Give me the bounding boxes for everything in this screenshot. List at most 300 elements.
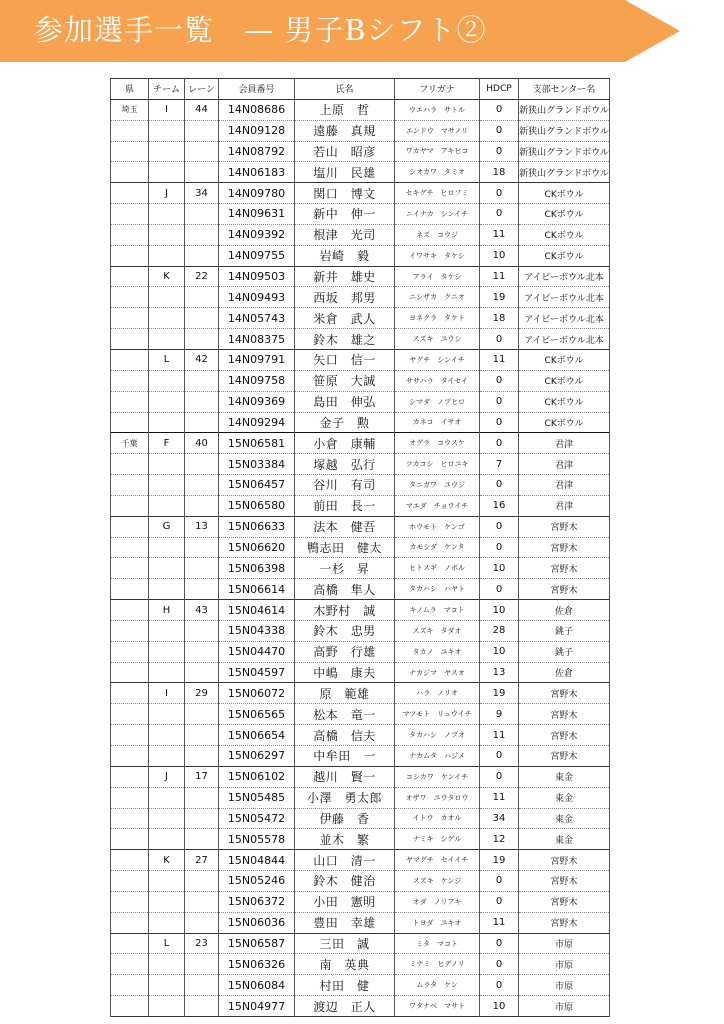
pref-cell [111,704,149,725]
header-pref: 県 [111,79,149,100]
pref-cell [111,454,149,475]
member-id-cell: 14N09758 [219,370,295,391]
pref-cell [111,537,149,558]
center-cell: CKボウル [519,183,610,204]
kana-cell: ワタナベ マサト [395,996,480,1017]
kana-cell: スズキ ユウシ [395,329,480,350]
lane-cell [185,495,219,516]
member-id-cell: 14N09128 [219,120,295,141]
lane-cell [185,287,219,308]
name-cell: 高橋 隼人 [295,579,395,600]
table-row [111,370,610,391]
member-id-cell: 15N06372 [219,891,295,912]
pref-cell: 埼玉 [111,99,149,120]
member-id-cell: 15N06297 [219,746,295,767]
table-row [111,975,610,996]
name-cell: 原 範雄 [295,683,395,704]
team-cell [149,558,185,579]
kana-cell: ヤグチ シンイチ [395,349,480,370]
name-cell: 鈴木 忠男 [295,620,395,641]
name-cell: 三田 誠 [295,933,395,954]
team-cell [149,537,185,558]
hdcp-cell: 0 [480,391,519,412]
pref-cell [111,600,149,621]
member-id-cell: 15N05485 [219,787,295,808]
center-cell: 銚子 [519,620,610,641]
team-cell [149,308,185,329]
table-row [111,704,610,725]
kana-cell: タカノ ユキオ [395,641,480,662]
member-id-cell: 15N06102 [219,766,295,787]
center-cell: CKボウル [519,349,610,370]
member-id-cell: 15N05246 [219,871,295,892]
team-cell: I [149,99,185,120]
center-cell: 宮野木 [519,725,610,746]
lane-cell [185,787,219,808]
team-cell: L [149,349,185,370]
name-cell: 根津 光司 [295,224,395,245]
name-cell: 金子 勲 [295,412,395,433]
name-cell: 越川 賢一 [295,766,395,787]
hdcp-cell: 0 [480,141,519,162]
kana-cell: カネコ イサオ [395,412,480,433]
kana-cell: イワサキ タケシ [395,245,480,266]
name-cell: 鈴木 雄之 [295,329,395,350]
table-row [111,620,610,641]
hdcp-cell: 10 [480,600,519,621]
kana-cell: トヨダ ユキオ [395,912,480,933]
hdcp-cell: 19 [480,850,519,871]
name-cell: 新井 雄史 [295,266,395,287]
team-cell [149,808,185,829]
kana-cell: スズキ タダオ [395,620,480,641]
lane-cell [185,120,219,141]
name-cell: 小田 憲明 [295,891,395,912]
member-id-cell: 14N09369 [219,391,295,412]
table-row [111,162,610,183]
member-id-cell: 14N09503 [219,266,295,287]
hdcp-cell: 11 [480,224,519,245]
name-cell: 前田 長一 [295,495,395,516]
pref-cell [111,912,149,933]
team-cell: J [149,183,185,204]
kana-cell: イトウ カオル [395,808,480,829]
name-cell: 渡辺 正人 [295,996,395,1017]
center-cell: 市原 [519,933,610,954]
center-cell: 君津 [519,495,610,516]
kana-cell: ウエハラ サトル [395,99,480,120]
hdcp-cell: 10 [480,558,519,579]
team-cell [149,454,185,475]
table-row [111,871,610,892]
member-id-cell: 15N04614 [219,600,295,621]
pref-cell [111,245,149,266]
name-cell: 伊藤 香 [295,808,395,829]
pref-cell [111,641,149,662]
table-row [111,641,610,662]
lane-cell [185,141,219,162]
name-cell: 米倉 武人 [295,308,395,329]
member-id-cell: 15N06587 [219,933,295,954]
center-cell: 君津 [519,433,610,454]
pref-cell [111,287,149,308]
center-cell: 市原 [519,996,610,1017]
header-lane: レーン [185,79,219,100]
table-row [111,349,610,370]
header-member-id: 会員番号 [219,79,295,100]
kana-cell: ヨネクラ タケト [395,308,480,329]
team-cell [149,287,185,308]
table-row [111,99,610,120]
kana-cell: ヒトスギ ノボル [395,558,480,579]
kana-cell: セキグチ ヒロフミ [395,183,480,204]
header-name: 氏名 [295,79,395,100]
name-cell: 島田 伸弘 [295,391,395,412]
pref-cell [111,766,149,787]
pref-cell [111,141,149,162]
member-id-cell: 15N06633 [219,516,295,537]
team-cell: I [149,683,185,704]
pref-cell [111,370,149,391]
center-cell: 市原 [519,975,610,996]
name-cell: 南 英典 [295,954,395,975]
center-cell: 東金 [519,787,610,808]
center-cell: CKボウル [519,370,610,391]
team-cell [149,871,185,892]
table-row [111,725,610,746]
team-cell: G [149,516,185,537]
member-id-cell: 14N06183 [219,162,295,183]
member-id-cell: 14N09755 [219,245,295,266]
name-cell: 谷川 有司 [295,475,395,496]
pref-cell [111,996,149,1017]
table-row [111,329,610,350]
hdcp-cell: 10 [480,641,519,662]
pref-cell [111,850,149,871]
name-cell: 鈴木 健治 [295,871,395,892]
hdcp-cell: 0 [480,579,519,600]
team-cell: L [149,933,185,954]
member-id-cell: 15N06654 [219,725,295,746]
hdcp-cell: 0 [480,370,519,391]
kana-cell: ナカムタ ハジメ [395,746,480,767]
hdcp-cell: 10 [480,996,519,1017]
name-cell: 豊田 幸雄 [295,912,395,933]
table-row [111,224,610,245]
lane-cell [185,224,219,245]
kana-cell: ムラタ ケン [395,975,480,996]
hdcp-cell: 9 [480,704,519,725]
pref-cell [111,829,149,850]
kana-cell: ナミキ シゲル [395,829,480,850]
pref-cell [111,224,149,245]
center-cell: 君津 [519,454,610,475]
table-row [111,412,610,433]
table-row [111,579,610,600]
pref-cell [111,120,149,141]
member-id-cell: 15N06565 [219,704,295,725]
pref-cell [111,662,149,683]
name-cell: 木野村 誠 [295,600,395,621]
hdcp-cell: 11 [480,266,519,287]
table-row [111,808,610,829]
center-cell: 宮野木 [519,516,610,537]
lane-cell: 42 [185,349,219,370]
hdcp-cell: 18 [480,308,519,329]
member-id-cell: 15N06614 [219,579,295,600]
hdcp-cell: 0 [480,933,519,954]
pref-cell [111,308,149,329]
team-cell [149,329,185,350]
kana-cell: スズキ ケンジ [395,871,480,892]
team-cell [149,475,185,496]
lane-cell [185,245,219,266]
lane-cell: 13 [185,516,219,537]
hdcp-cell: 0 [480,204,519,225]
lane-cell [185,558,219,579]
kana-cell: タニガワ ユウジ [395,475,480,496]
lane-cell [185,620,219,641]
table-row [111,850,610,871]
center-cell: 佐倉 [519,662,610,683]
center-cell: 宮野木 [519,558,610,579]
hdcp-cell: 0 [480,183,519,204]
kana-cell: マエダ チョウイチ [395,495,480,516]
name-cell: 法本 健吾 [295,516,395,537]
name-cell: 塩川 民雄 [295,162,395,183]
team-cell: K [149,850,185,871]
table-row [111,766,610,787]
lane-cell [185,829,219,850]
lane-cell [185,537,219,558]
lane-cell: 44 [185,99,219,120]
team-cell [149,245,185,266]
center-cell: 東金 [519,766,610,787]
kana-cell: オグラ コウスケ [395,433,480,454]
hdcp-cell: 0 [480,433,519,454]
name-cell: 小澤 勇太郎 [295,787,395,808]
participant-table [110,78,610,1017]
pref-cell [111,183,149,204]
member-id-cell: 15N04597 [219,662,295,683]
pref-cell [111,954,149,975]
pref-cell [111,412,149,433]
pref-cell [111,495,149,516]
table-row [111,308,610,329]
team-cell [149,746,185,767]
name-cell: 一杉 昇 [295,558,395,579]
member-id-cell: 15N05578 [219,829,295,850]
page-title: 参加選手一覧 — 男子Bシフト② [34,13,487,47]
member-id-cell: 14N09294 [219,412,295,433]
center-cell: 君津 [519,475,610,496]
pref-cell [111,579,149,600]
team-cell [149,829,185,850]
center-cell: 市原 [519,954,610,975]
member-id-cell: 14N09631 [219,204,295,225]
center-cell: CKボウル [519,245,610,266]
team-cell [149,141,185,162]
lane-cell [185,662,219,683]
table-header-row [111,79,610,100]
lane-cell [185,391,219,412]
team-cell: F [149,433,185,454]
team-cell [149,641,185,662]
pref-cell [111,933,149,954]
kana-cell: タカハシ ノブオ [395,725,480,746]
table-row [111,516,610,537]
table-body [111,99,610,1016]
kana-cell: キノムラ マコト [395,600,480,621]
table-row [111,433,610,454]
team-cell [149,996,185,1017]
hdcp-cell: 0 [480,954,519,975]
team-cell [149,162,185,183]
hdcp-cell: 11 [480,787,519,808]
lane-cell [185,454,219,475]
name-cell: 中嶋 康夫 [295,662,395,683]
kana-cell: ナカジマ ヤスオ [395,662,480,683]
table-row [111,558,610,579]
team-cell [149,391,185,412]
center-cell: アイビーボウル北本 [519,266,610,287]
center-cell: CKボウル [519,204,610,225]
center-cell: 新狭山グランドボウル [519,162,610,183]
header-hdcp: HDCP [480,79,519,100]
kana-cell: ハラ ノリオ [395,683,480,704]
member-id-cell: 14N08792 [219,141,295,162]
center-cell: 新狭山グランドボウル [519,120,610,141]
center-cell: アイビーボウル北本 [519,308,610,329]
pref-cell [111,975,149,996]
hdcp-cell: 19 [480,287,519,308]
table-row [111,537,610,558]
lane-cell [185,370,219,391]
team-cell [149,725,185,746]
header-center: 支部センター名 [519,79,610,100]
pref-cell: 千葉 [111,433,149,454]
table-row [111,600,610,621]
table-row [111,912,610,933]
hdcp-cell: 0 [480,99,519,120]
table-row [111,683,610,704]
name-cell: 高橋 信夫 [295,725,395,746]
member-id-cell: 14N09493 [219,287,295,308]
team-cell [149,662,185,683]
name-cell: 小倉 康輔 [295,433,395,454]
kana-cell: シマダ ノブヒロ [395,391,480,412]
hdcp-cell: 0 [480,120,519,141]
name-cell: 山口 清一 [295,850,395,871]
name-cell: 上原 哲 [295,99,395,120]
table-row [111,141,610,162]
lane-cell [185,975,219,996]
center-cell: 宮野木 [519,871,610,892]
lane-cell [185,891,219,912]
team-cell [149,954,185,975]
center-cell: CKボウル [519,391,610,412]
member-id-cell: 15N06457 [219,475,295,496]
name-cell: 遠藤 真規 [295,120,395,141]
lane-cell [185,204,219,225]
hdcp-cell: 0 [480,891,519,912]
name-cell: 若山 昭彦 [295,141,395,162]
kana-cell: マツモト リュウイチ [395,704,480,725]
team-cell [149,495,185,516]
kana-cell: アライ タケシ [395,266,480,287]
center-cell: CKボウル [519,224,610,245]
lane-cell [185,871,219,892]
lane-cell: 34 [185,183,219,204]
center-cell: 新狭山グランドボウル [519,141,610,162]
lane-cell [185,162,219,183]
hdcp-cell: 11 [480,912,519,933]
hdcp-cell: 34 [480,808,519,829]
hdcp-cell: 0 [480,766,519,787]
name-cell: 松本 竜一 [295,704,395,725]
pref-cell [111,725,149,746]
table-row [111,120,610,141]
hdcp-cell: 0 [480,475,519,496]
lane-cell [185,746,219,767]
kana-cell: ネズ コウジ [395,224,480,245]
lane-cell [185,912,219,933]
pref-cell [111,391,149,412]
lane-cell: 40 [185,433,219,454]
hdcp-cell: 0 [480,329,519,350]
header-kana: フリガナ [395,79,480,100]
lane-cell [185,308,219,329]
pref-cell [111,620,149,641]
pref-cell [111,787,149,808]
kana-cell: ニイナカ シンイチ [395,204,480,225]
team-cell [149,787,185,808]
lane-cell: 27 [185,850,219,871]
table-row [111,475,610,496]
center-cell: 宮野木 [519,704,610,725]
member-id-cell: 15N04470 [219,641,295,662]
table-row [111,746,610,767]
table-row [111,996,610,1017]
table-row [111,454,610,475]
team-cell [149,370,185,391]
member-id-cell: 15N06072 [219,683,295,704]
member-id-cell: 15N04977 [219,996,295,1017]
team-cell [149,620,185,641]
hdcp-cell: 0 [480,871,519,892]
member-id-cell: 15N06036 [219,912,295,933]
team-cell [149,891,185,912]
team-cell [149,204,185,225]
center-cell: 佐倉 [519,600,610,621]
team-cell [149,579,185,600]
hdcp-cell: 13 [480,662,519,683]
lane-cell [185,475,219,496]
name-cell: 塚越 弘行 [295,454,395,475]
center-cell: 新狭山グランドボウル [519,99,610,120]
pref-cell [111,871,149,892]
member-id-cell: 15N05472 [219,808,295,829]
pref-cell [111,204,149,225]
kana-cell: カモシダ ケンタ [395,537,480,558]
lane-cell: 17 [185,766,219,787]
kana-cell: ワカヤマ アキヒコ [395,141,480,162]
center-cell: 宮野木 [519,891,610,912]
name-cell: 新中 伸一 [295,204,395,225]
header-team: チーム [149,79,185,100]
center-cell: 宮野木 [519,746,610,767]
pref-cell [111,266,149,287]
